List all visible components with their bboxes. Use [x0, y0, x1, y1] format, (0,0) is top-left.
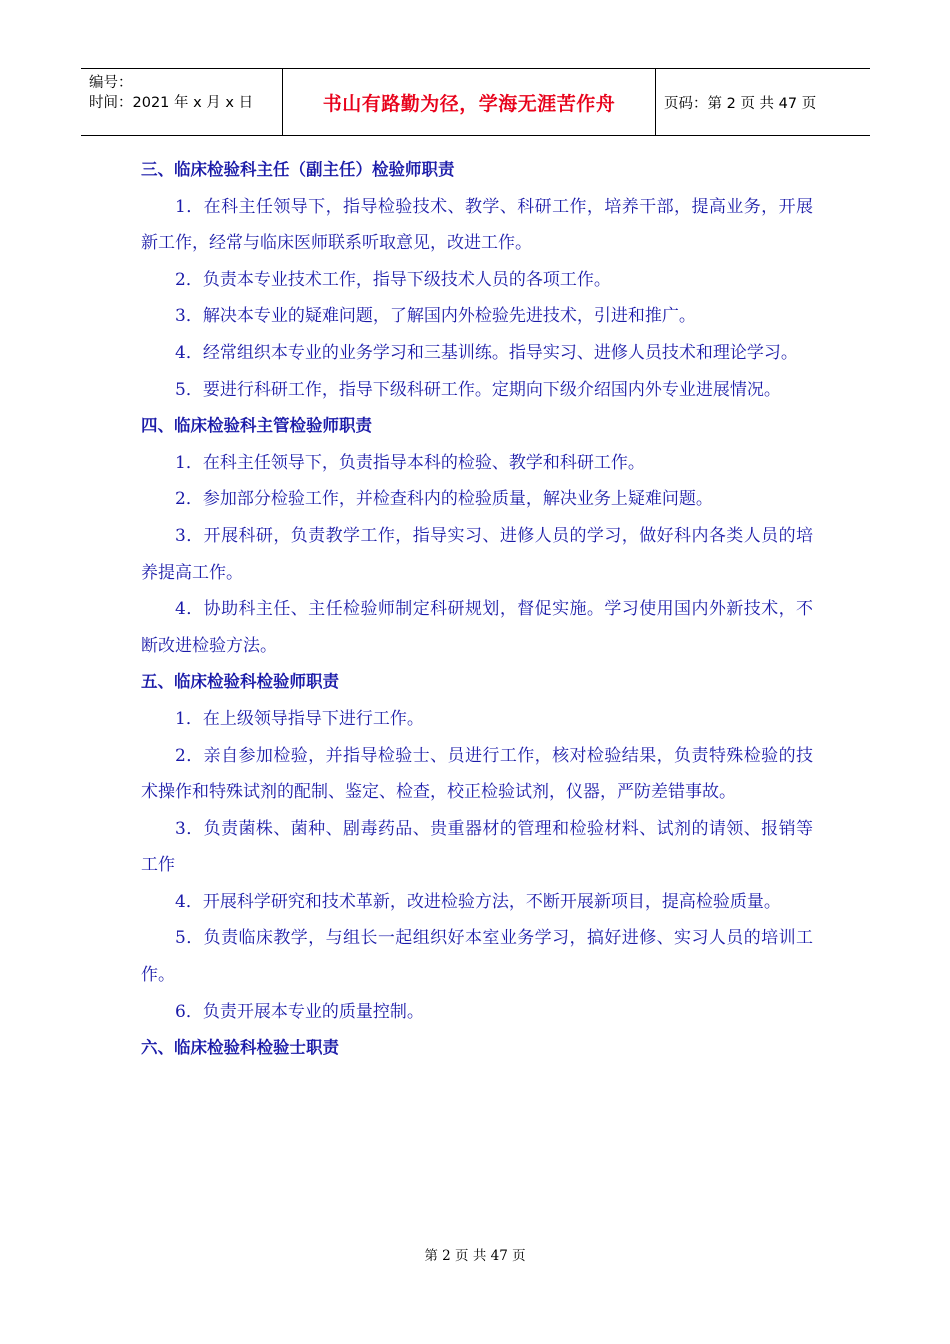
page-footer: 第 2 页 共 47 页 [424, 1248, 526, 1264]
section-item: 2．参加部分检验工作，并检查科内的检验质量，解决业务上疑难问题。 [175, 489, 713, 510]
header-page-info: 页码：第 2 页 共 47 页 [664, 95, 817, 112]
section-item: 4．协助科主任、主任检验师制定科研规划，督促实施。学习使用国内外新技术，不断改进检验方法。 [141, 599, 813, 656]
section-item: 4．经常组织本专业的业务学习和三基训练。指导实习、进修人员技术和理论学习。 [175, 342, 798, 363]
section-item: 3．开展科研，负责教学工作，指导实习、进修人员的学习，做好科内各类人员的培养提高工作。 [141, 525, 813, 583]
section-item: 2．亲自参加检验，并指导检验士、员进行工作，核对检验结果，负责特殊检验的技术操作和特殊试剂的配制、鉴定、检查，校正检验试剂，仪器，严防差错事故。 [141, 745, 813, 803]
header-number: 编号： [89, 75, 133, 91]
document-body [141, 152, 813, 1067]
header-motto: 书山有路勤为径，学海无涯苦作舟 [282, 69, 656, 135]
section-item: 1．在科主任领导下，指导检验技术、教学、科研工作，培养干部，提高业务，开展新工作，经常与临床医师联系听取意见，改进工作。 [141, 196, 813, 254]
header-time: 时间：2021 年 x 月 x 日 [89, 95, 254, 111]
section-item: 2．负责本专业技术工作，指导下级技术人员的各项工作。 [175, 269, 611, 290]
section-item: 4．开展科学研究和技术革新，改进检验方法，不断开展新项目，提高检验质量。 [175, 891, 781, 912]
page-header [81, 68, 870, 136]
section-item: 1．在上级领导指导下进行工作。 [175, 708, 424, 729]
section-heading: 六、临床检验科检验士职责 [141, 1038, 339, 1058]
header-meta [81, 69, 282, 135]
section-item: 6．负责开展本专业的质量控制。 [175, 1001, 424, 1022]
section-item: 3．解决本专业的疑难问题，了解国内外检验先进技术，引进和推广。 [175, 306, 696, 327]
section-heading: 四、临床检验科主管检验师职责 [141, 416, 372, 436]
section-item: 5．要进行科研工作，指导下级科研工作。定期向下级介绍国内外专业进展情况。 [175, 379, 781, 400]
section-heading: 三、临床检验科主任（副主任）检验师职责 [141, 160, 455, 179]
section-item: 1．在科主任领导下，负责指导本科的检验、教学和科研工作。 [175, 452, 645, 473]
section-item: 3．负责菌株、菌种、剧毒药品、贵重器材的管理和检验材料、试剂的请领、报销等工作 [141, 818, 813, 876]
section-item: 5．负责临床教学，与组长一起组织好本室业务学习，搞好进修、实习人员的培训工作。 [141, 928, 813, 986]
section-heading: 五、临床检验科检验师职责 [141, 672, 339, 692]
